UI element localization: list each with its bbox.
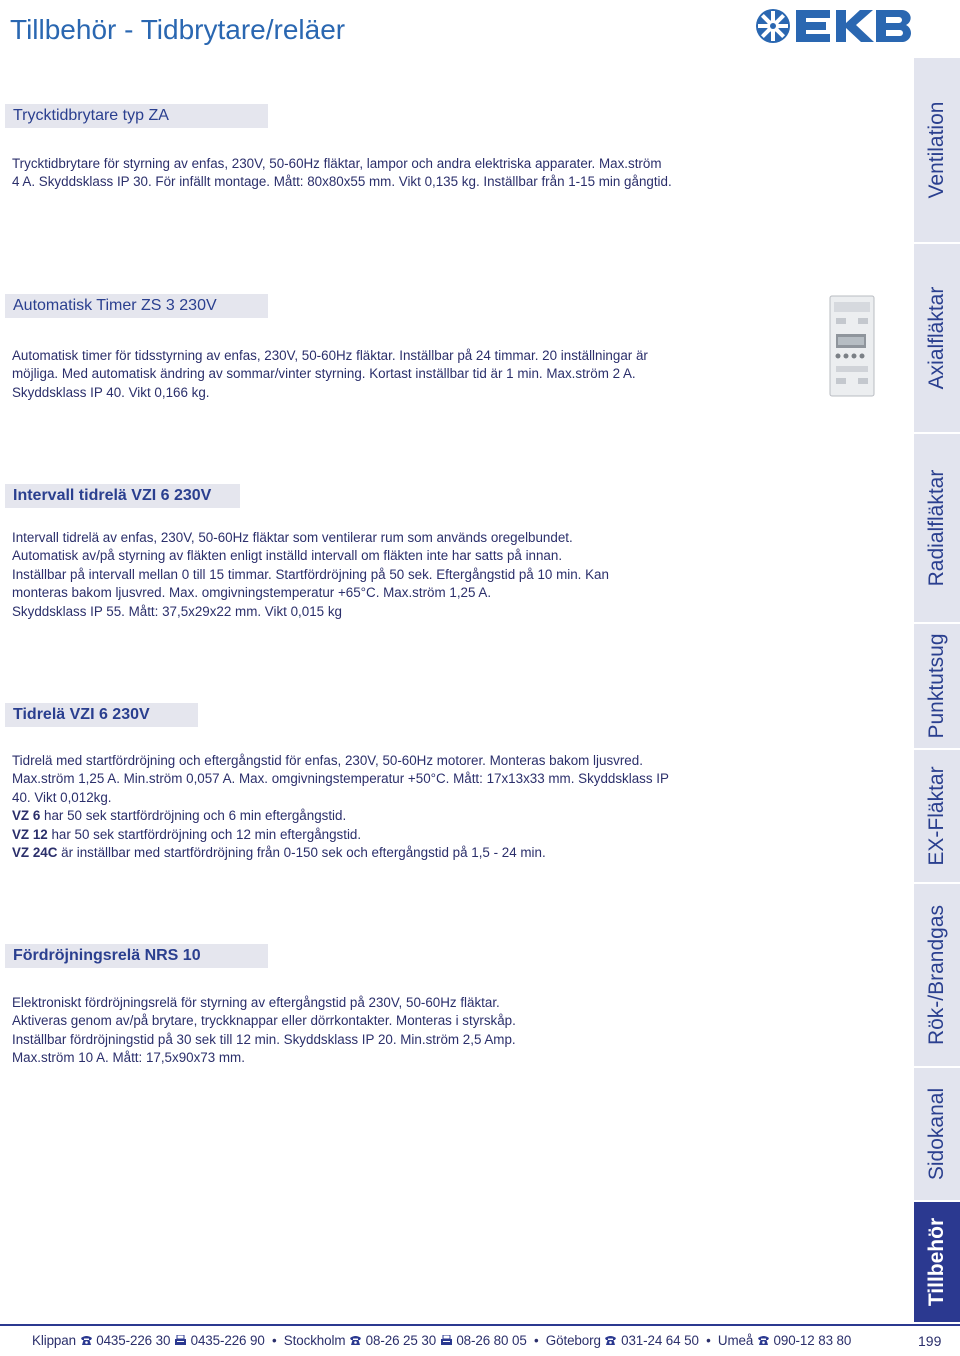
product-desc-nrs10: Elektroniskt fördröjningsrelä för styrning av eftergångstid på 230V, 50-60Hz fläktar. Aktiveras genom av/på brytare, tryckknappar eller dörrkontakter. Monteras i styrskåp. Inställbar fördröjningstid på 30 sek till 12 min. Skyddsklass IP 20. Min.ström 2,5 Amp. Max.ström 10 A. Mått: 17,5x90x73 mm. — [12, 995, 516, 1066]
office-city: Klippan — [32, 1333, 76, 1348]
product-desc-vzi6-relay: Tidrelä med startfördröjning och eftergångstid för enfas, 230V, 50-60Hz motorer. Monteras bakom ljusvred. Max.ström 1,25 A. Min.ström 0,057 A. Max. omgivningstemperatur +50°C. Mått: 17x13x33 mm. Skyddsklass IP 40. Vikt 0,012kg. VZ 6 har 50 sek startfördröjning och 6 min eftergångstid. VZ 12 har 50 sek startfördröjning och 12 min eftergångstid. VZ 24C är inställbar med startfördröjning från 0-150 sek och eftergångstid på 1,5 - 24 min. — [12, 752, 672, 862]
office-city: Stockholm — [283, 1333, 346, 1348]
tab-radialflaktar[interactable]: Radialfläktar — [914, 434, 960, 624]
footer-contacts: Klippan 0435-226 30 0435-226 90 • Stockholm 08-26 25 30 08-26 80 05 • Göteborg 031-24 64 50 • Umeå 090-12 83 80 — [32, 1333, 852, 1348]
section-sidebar — [914, 58, 960, 1324]
timer-device-image — [828, 294, 876, 398]
tab-tillbehor[interactable]: Tillbehör — [914, 1202, 960, 1324]
tab-punktutsug[interactable]: Punktutsug — [914, 624, 960, 750]
product-title-zs3: Automatisk Timer ZS 3 230V — [5, 294, 268, 318]
fax-icon — [174, 1335, 187, 1346]
variant-vz24c: VZ 24C är inställbar med startfördröjning från 0-150 sek och eftergångstid på 1,5 - 24 min. — [12, 845, 546, 861]
footer-divider — [0, 1324, 960, 1326]
tab-axialflaktar[interactable]: Axialfläktar — [914, 244, 960, 434]
bullet: • — [702, 1333, 715, 1348]
product-title-vzi6-interval: Intervall tidrelä VZI 6 230V — [5, 484, 240, 508]
tab-sidokanal[interactable]: Sidokanal — [914, 1068, 960, 1202]
tab-ventilation[interactable]: Ventilation — [914, 58, 960, 244]
variant-vz12: VZ 12 har 50 sek startfördröjning och 12 min eftergångstid. — [12, 826, 362, 842]
tab-rok-brandgas[interactable]: Rök-/Brandgas — [914, 884, 960, 1068]
product-title-nrs10: Fördröjningsrelä NRS 10 — [5, 944, 268, 968]
office-city: Göteborg — [545, 1333, 601, 1348]
fax-icon — [440, 1335, 453, 1346]
product-desc-za: Trycktidbrytare för styrning av enfas, 230V, 50-60Hz fläktar, lampor och andra elektriska apparater. Max.ström 4 A. Skyddsklass IP 30. För infällt montage. Mått: 80x80x55 mm. Vikt 0,135 kg. Inställbar från 1-15 min gångtid. — [12, 156, 672, 190]
page-title: Tillbehör - Tidbrytare/reläer — [10, 14, 346, 45]
phone-icon — [80, 1335, 93, 1346]
bullet: • — [530, 1333, 543, 1348]
product-desc-vzi6-interval: Intervall tidrelä av enfas, 230V, 50-60Hz fläktar som ventilerar rum som används oregelbundet. Automatisk av/på styrning av fläkten enligt inställd intervall om fläkten inte har satts på innan. Inställbar på intervall mellan 0 till 15 timmar. Startfördröjning på 50 sek. Eftergångstid på 10 min. Kan monteras bakom ljusvred. Max. omgivningstemperatur +65°C. Max.ström 1,25 A. Skyddsklass IP 55. Mått: 37,5x29x22 mm. Vikt 0,015 kg — [12, 530, 609, 619]
product-title-za: Trycktidbrytare typ ZA — [5, 104, 268, 128]
phone-icon — [349, 1335, 362, 1346]
variant-vz6: VZ 6 har 50 sek startfördröjning och 6 min eftergångstid. — [12, 808, 347, 824]
page-number: 199 — [918, 1333, 942, 1349]
product-title-vzi6-relay: Tidrelä VZI 6 230V — [5, 703, 198, 727]
phone-icon — [604, 1335, 617, 1346]
ekb-logo — [752, 6, 916, 46]
bullet: • — [268, 1333, 281, 1348]
phone-icon — [757, 1335, 770, 1346]
product-desc-zs3: Automatisk timer för tidsstyrning av enfas, 230V, 50-60Hz fläktar. Inställbar på 24 timmar. 20 inställningar är möjliga. Med automatisk ändring av sommar/vinter styrning. Kortast inställbar tid är 1 min. Max.ström 2 A. Skyddsklass IP 40. Vikt 0,166 kg. — [12, 348, 648, 400]
office-city: Umeå — [717, 1333, 754, 1348]
tab-ex-flaktar[interactable]: EX-Fläktar — [914, 750, 960, 884]
